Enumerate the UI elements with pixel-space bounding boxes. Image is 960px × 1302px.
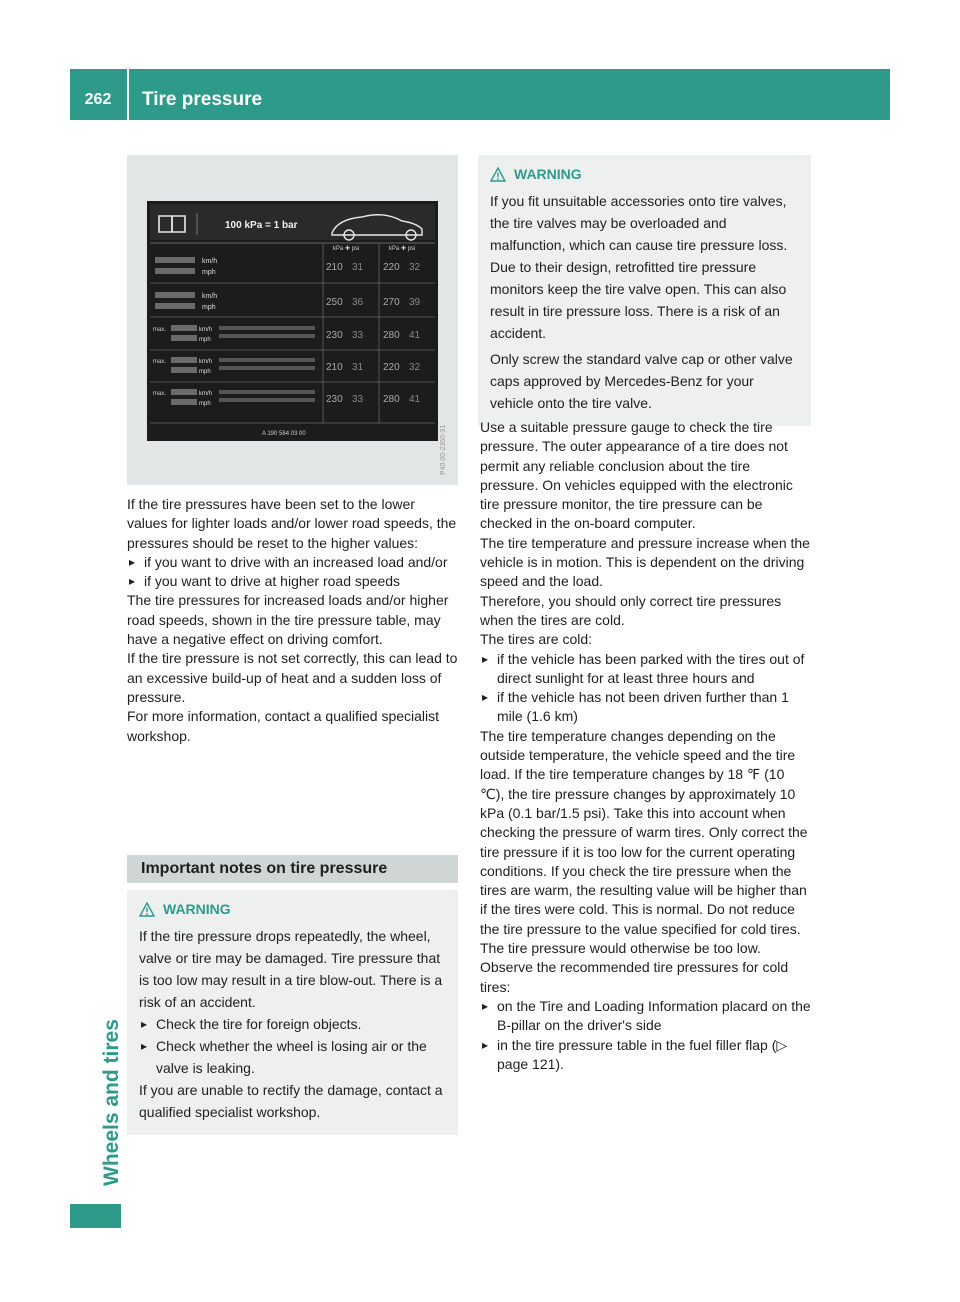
page-reference-arrow-icon: ▷ <box>776 1036 788 1053</box>
warning-triangle-icon <box>490 167 506 182</box>
svg-text:220: 220 <box>383 362 400 373</box>
warning-box <box>127 890 458 1135</box>
paragraph: For more information, contact a qualified specialist workshop. <box>127 708 440 744</box>
svg-text:41: 41 <box>409 394 421 405</box>
paragraph: Use a suitable pressure gauge to check the tire pressure. The outer appearance of a tire does not permit any reliable conclusion about the tire pressure. On vehicles equipped with the electronic tire pressure monitor, the tire pressure can be checked in the on-board computer. <box>480 419 793 532</box>
page-reference-link[interactable]: page 121). <box>497 1055 564 1072</box>
placard-illustration <box>127 155 458 485</box>
svg-text:max.: max. <box>153 391 167 397</box>
svg-text:mph: mph <box>202 269 216 276</box>
svg-text:280: 280 <box>383 394 400 405</box>
svg-text:39: 39 <box>409 297 421 308</box>
paragraph: The tire temperature changes depending on the outside temperature, the vehicle speed and the tire load. If the tire temperature changes by 18 ℉ (10 ℃), the tire pressure changes by approximately 10 kPa (0.1 bar/1.5 psi). Take this into account when checking the pressure of warm tires. Only correct the tire pressure if it is too low for the current operating conditions. If you check the tire pressure when the tires are warm, the resulting value will be higher than if the tires were cold. This is normal. Do not reduce the tire pressure to the value specified for cold tires. The tire pressure would otherwise be too low. <box>480 727 808 957</box>
list-item: ▸ if you want to drive with an increased load and/or <box>127 553 458 572</box>
page-title: Tire pressure <box>142 89 263 110</box>
left-column <box>127 495 458 746</box>
svg-text:33: 33 <box>352 394 364 405</box>
paragraph: Only screw the standard valve cap or other valve caps approved by Mercedes-Benz for your vehicle onto the tire valve. <box>490 351 793 412</box>
svg-text:mph: mph <box>199 369 211 375</box>
header-divider <box>127 69 129 120</box>
svg-text:32: 32 <box>409 362 421 373</box>
page-header <box>70 69 890 120</box>
placard-part-number: A 190 584 03 00 <box>262 431 306 437</box>
paragraph: The tire temperature and pressure increase when the vehicle is in motion. This is dependent on the driving speed and the load. <box>480 534 810 590</box>
list-item: ▸ if the vehicle has not been driven further than 1 mile (1.6 km) <box>480 688 812 727</box>
svg-text:220: 220 <box>383 262 400 273</box>
svg-text:210: 210 <box>326 362 343 373</box>
warning-box <box>478 155 811 426</box>
svg-text:270: 270 <box>383 297 400 308</box>
svg-text:230: 230 <box>326 394 343 405</box>
svg-text:210: 210 <box>326 262 343 273</box>
side-tab-marker <box>70 1204 121 1228</box>
svg-text:230: 230 <box>326 330 343 341</box>
svg-text:mph: mph <box>199 401 211 407</box>
warning-header <box>139 900 446 919</box>
right-column <box>480 418 812 1074</box>
svg-text:280: 280 <box>383 330 400 341</box>
intro-paragraph: If the tire pressures have been set to the lower values for lighter loads and/or lower road speeds, the pressures should be reset to the higher values: <box>127 496 457 551</box>
svg-text:mph: mph <box>199 337 211 343</box>
paragraph: The tire pressures for increased loads and/or higher road speeds, shown in the tire pressure table, may have a negative effect on driving comfort. <box>127 592 449 648</box>
figure-code: P40.00-2360-31 <box>440 424 447 475</box>
warning-label: WARNING <box>163 901 231 917</box>
col-label-1: kPa ✚ psi <box>333 246 360 252</box>
paragraph: If the tire pressure is not set correctly, this can lead to an excessive build-up of heat and a sudden loss of pressure. <box>127 650 458 705</box>
side-tab-label: Wheels and tires <box>100 1019 123 1186</box>
paragraph: If the tire pressure drops repeatedly, the wheel, valve or tire may be damaged. Tire pressure that is too low may result in a tire blow-out. There is a risk of an accident. <box>139 928 443 1011</box>
paragraph: If you fit unsuitable accessories onto tire valves, the tire valves may be overloaded and malfunction, which can cause tire pressure loss. Due to their design, retrofitted tire pressure monitors keep the tire valve open. This can also result in tire pressure loss. There is a risk of an accident. <box>490 193 788 342</box>
paragraph: The tires are cold: <box>480 631 593 648</box>
svg-text:31: 31 <box>352 362 364 373</box>
tire-pressure-placard-figure <box>127 155 458 485</box>
list-item: ▸ Check whether the wheel is losing air or the valve is leaking. <box>139 1035 446 1079</box>
svg-text:mph: mph <box>202 304 216 311</box>
warning-triangle-icon <box>139 902 155 917</box>
svg-text:250: 250 <box>326 297 343 308</box>
list-item: ▸ on the Tire and Loading Information placard on the B-pillar on the driver's side <box>480 997 812 1036</box>
paragraph: Therefore, you should only correct tire pressures when the tires are cold. <box>480 592 782 628</box>
svg-text:max.: max. <box>153 359 167 365</box>
warning-label: WARNING <box>514 166 582 182</box>
list-item: ▸ if the vehicle has been parked with the tires out of direct sunlight for at least three hours and <box>480 650 812 689</box>
warning-header <box>490 165 799 184</box>
page-number: 262 <box>84 91 112 108</box>
svg-text:km/h: km/h <box>199 391 213 397</box>
svg-text:km/h: km/h <box>202 258 218 265</box>
svg-text:km/h: km/h <box>199 327 213 333</box>
col-label-2: kPa ✚ psi <box>389 246 416 252</box>
svg-text:max.: max. <box>153 327 167 333</box>
svg-text:41: 41 <box>409 330 421 341</box>
list-item <box>480 1036 812 1075</box>
list-item: ▸ Check the tire for foreign objects. <box>139 1013 446 1035</box>
svg-text:33: 33 <box>352 330 364 341</box>
svg-text:31: 31 <box>352 262 364 273</box>
list-item-text: in the tire pressure table in the fuel filler flap ( <box>497 1036 777 1053</box>
paragraph: If you are unable to rectify the damage, contact a qualified specialist workshop. <box>139 1082 443 1121</box>
svg-text:km/h: km/h <box>199 359 213 365</box>
list-item: ▸ if you want to drive at higher road speeds <box>127 572 458 591</box>
svg-text:36: 36 <box>352 297 364 308</box>
svg-text:km/h: km/h <box>202 293 218 300</box>
section-heading: Important notes on tire pressure <box>127 855 458 883</box>
paragraph: Observe the recommended tire pressures for cold tires: <box>480 959 789 995</box>
svg-text:32: 32 <box>409 262 421 273</box>
placard-title: 100 kPa = 1 bar <box>225 220 298 231</box>
